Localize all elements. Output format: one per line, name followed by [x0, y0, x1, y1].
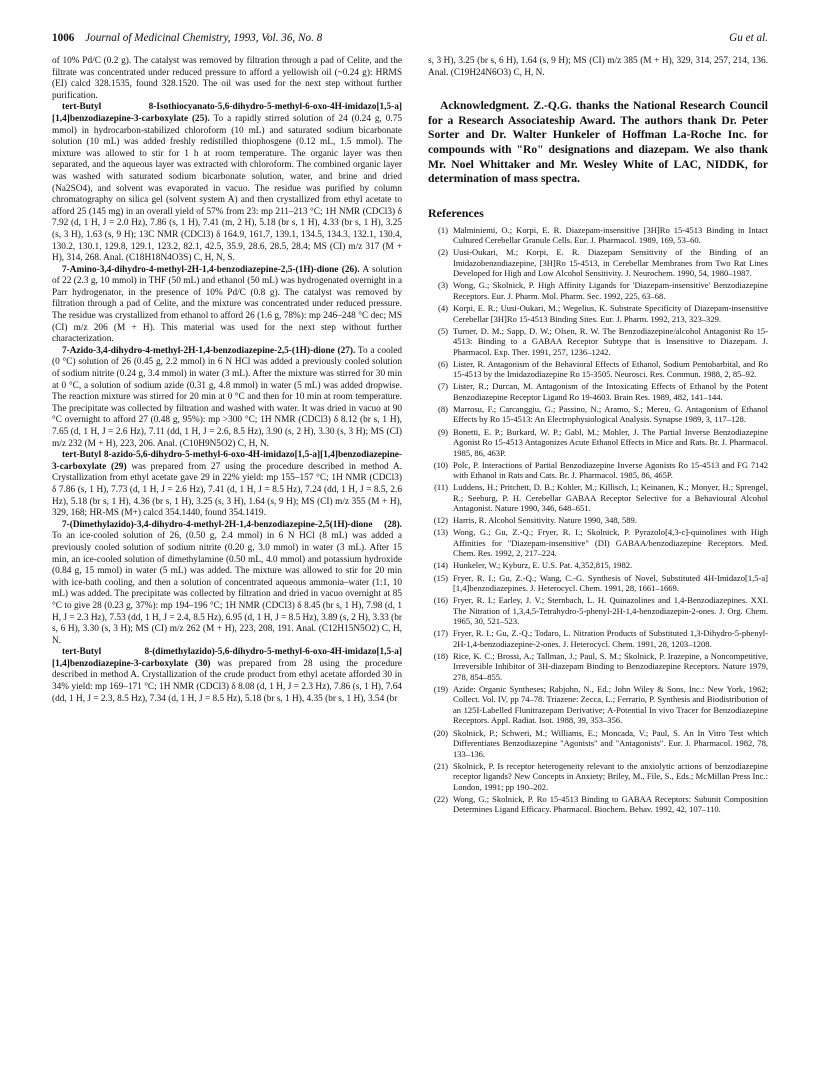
reference-number: (10): [433, 459, 448, 470]
reference-text: Skolnick, P. Is receptor heterogeneity relevant to the anxiolytic actions of benzodiazepine receptor ligands? New Concepts in Anxiety; Briley, M., File, S., Eds.; McMillan Press Inc.: London, 1991; pp 190–202.: [453, 760, 768, 792]
reference-item: [428, 460, 768, 481]
reference-item: [428, 303, 768, 324]
running-authors: Gu et al.: [729, 32, 768, 44]
reference-item: [428, 482, 768, 514]
reference-number: (3): [438, 280, 448, 291]
reference-item: [428, 359, 768, 380]
reference-number: (21): [433, 760, 448, 771]
reference-text: Luddens, H.; Pritchett, D. B.; Kohler, M.; Killisch, I.; Keinanen, K.; Monyer, H.; Sprengel, R.; Seeburg, P. H. Cerebellar GABAA Receptor Selective for a Behavioural Alcohol Antagonist. Nature 1990, 346, 648–651.: [453, 482, 768, 514]
reference-number: (5): [438, 325, 448, 336]
reference-item: [428, 515, 768, 526]
reference-item: [428, 247, 768, 279]
reference-text: Fryer, R. I.; Gu, Z.-Q.; Todaro, L. Nitration Products of Substituted 1,3-Dihydro-5-phenyl-2H-1,4-benzodiazepine-2-ones. J. Heterocycl. Chem. 1991, 28, 1203–1208.: [453, 628, 768, 649]
reference-number: (11): [434, 482, 448, 493]
page-number: 1006: [52, 32, 75, 44]
procedure-text: To a rapidly stirred solution of 24 (0.24 g, 0.75 mmol) in hydrocarbon-stabilized chloroform (10 mL) and saturated sodium bicarbonate solution (10 mL) was added freshly redistilled thiophosgene (0.12 mL, 1.5 mmol). The mixture was allowed to stir for 1 h at room temperature. The organic layer was then separated, and the aqueous layer was extracted with chloroform. The combined organic layer was washed with saturated sodium bicarbonate solution, water, and brine and dried (Na2SO4), and solvent was evaporated in vacuo. The residue was purified by column chromatography on silica gel (solvent system A) and then crystallized from ethyl acetate to afford 25 (145 mg) in an overall yield of 57% from 23: mp 211–213 °C; 1H NMR (CDCl3) δ 7.92 (d, 1 H, J = 2.0 Hz), 7.86 (s, 1 H), 7.41 (m, 2 H), 5.18 (br s, 1 H), 4.33 (br s, 1 H), 3.25 (s, 3 H), 1.63 (s, 9 H); 13C NMR (CDCl3) δ 164.9, 161.7, 139.1, 134.5, 134.3, 132.1, 130.4, 130.2, 130.1, 129.8, 129.1, 123.2, 82.1, 42.5, 35.9, 28.6, 28.5, 28.4; MS (CI) m/z 317 (M + H), 314, 268. Anal. (C18H18N4O3S) C, H, N, S.: [52, 113, 402, 264]
reference-item: [428, 651, 768, 683]
reference-text: Uusi-Oukari, M.; Korpi, E. R. Diazepam Sensitivity of the Binding of an Imidazobenzodiazepine, [3H]Ro 15-4513, in Cerebellar Membranes from Two Rat Lines Developed for High and Low Alcohol Sensitivity. J. Neurochem. 1990, 54, 1980–1987.: [453, 247, 768, 279]
reference-text: Turner, D. M.; Sapp, D. W.; Olsen, R. W. The Benzodiazepine/alcohol Antagonist Ro 15-4513: Binding to a GABAA Receptor Subtype that is Insensitive to Diazepam. J. Pharmacol. Exp. Ther. 1991, 257, 1236–1242.: [453, 325, 768, 357]
reference-text: Malminiemi, O.; Korpi, E. R. Diazepam-insensitive [3H]Ro 15-4513 Binding in Intact Cultured Cerebellar Granule Cells. Eur. J. Pharmacol. 1989, 169, 53–60.: [453, 224, 768, 246]
acknowledgment-text: Z.-Q.G. thanks the National Research Council for a Research Associateship Award. The authors thank Dr. Peter Sorter and Dr. Walter Hunkeler of Hoffman La-Roche Inc. for compounds with "Ro" designations and diazepam. We also thank Mr. Noel Whittaker and Mr. Wesley White of LAC, NIDDK, for determination of mass spectra.: [428, 99, 768, 186]
reference-item: [428, 225, 768, 246]
experimental-paragraph: [52, 520, 402, 648]
reference-number: (14): [433, 560, 448, 571]
compound-title: 7-Azido-3,4-dihydro-4-methyl-2H-1,4-benzodiazepine-2,5-(1H)-dione (27).: [62, 345, 356, 356]
compound-title: 7-(Dimethylazido)-3,4-dihydro-4-methyl-2H-1,4-benzodiazepine-2,5(1H)-dione (28).: [62, 519, 402, 530]
reference-text: Wong, G.; Skolnick, P. Ro 15-4513 Binding to GABAA Receptors: Subunit Composition Determines Ligand Efficacy. Pharmacol. Biochem. Behav. 1992, 42, 107–110.: [453, 793, 768, 815]
reference-number: (8): [438, 403, 448, 414]
reference-text: Skolnick, P.; Schweri, M.; Williams, E.; Moncada, V.; Paul, S. An In Vitro Test which Differentiates Benzodiazepine "Agonists" and "Antagonists". Eur. J. Pharmacol. 1982, 78, 133–136.: [453, 727, 768, 759]
reference-item: [428, 527, 768, 559]
reference-item: [428, 404, 768, 425]
reference-text: Harris, R. Alcohol Sensitivity. Nature 1990, 348, 589.: [453, 515, 637, 526]
reference-text: Bonetti, E. P.; Burkard, W. P.; Gabl, M.; Mohler, J. The Partial Inverse Benzodiazepine Agonist Ro 15-4513 Antagonizes Acute Ethanol Effects in Mice and Rats. Br. J. Pharmacol. 1985, 86, 463P.: [453, 426, 768, 458]
reference-item: [428, 684, 768, 726]
reference-text: Hunkeler, W.; Kyburz, E. U.S. Pat. 4,352,815, 1982.: [453, 560, 633, 571]
references-heading: References: [428, 205, 484, 220]
reference-text: Lister, R. Antagonism of the Behavioral Effects of Ethanol, Sodium Pentobarbital, and Ro 15-4513 by the Imidazodiazepine Ro 15-3505. Neurosci. Res. Commun. 1988, 2, 85–92.: [453, 358, 768, 380]
reference-item: [428, 560, 768, 571]
reference-text: Polc, P. Interactions of Partial Benzodiazepine Inverse Agonists Ro 15-4513 and FG 7142 with Ethanol in Rats and Cats. Br. J. Pharmacol. 1985, 86, 465P.: [453, 459, 768, 481]
reference-list: [428, 225, 768, 815]
reference-number: (15): [433, 572, 448, 583]
procedure-text: To an ice-cooled solution of 26, (0.50 g, 2.4 mmol) in 6 N HCl (8 mL) was added a previously cooled solution of sodium nitrite (0.20 g, 3.0 mmol) in water (3 mL). After 15 min, an ice-cooled solution of dimethylamine (0.50 mL, 4.0 mmol) and potassium hydroxide (0.84 g, 15 mmol) in water (5 mL) was added. The mixture was allowed to stir for 20 min with ice-bath cooling, and then a solution of concentrated aqueous ammonia–water (1:1, 10 mL) was added. The precipitate was collected by filtration and dried in vacuo overnight at 85 °C to give 28 (0.23 g, 37%): mp 194–196 °C; 1H NMR (CDCl3) δ 8.45 (br s, 1 H), 7.98 (d, 1 H, J = 2.3 Hz), 7.53 (dd, 1 H, J = 2.4, 8.5 Hz), 6.95 (d, 1 H, J = 8.5 Hz), 3.89 (s, 2 H), 3.33 (br s, 6 H), 3.30 (s, 3 H); MS (CI) m/z 262 (M + H), 223, 208, 191. Anal. (C12H15N5O2) C, H, N.: [52, 531, 402, 646]
reference-number: (18): [433, 650, 448, 661]
reference-number: (16): [433, 595, 448, 606]
reference-number: (13): [433, 527, 448, 538]
reference-text: Marrosu, F.; Carcanggiu, G.; Passino, N.; Aramo, S.; Mereu, G. Antagonism of Ethanol Effects by Ro 15-4513: An Electrophysiological Analysis. Synapse 1989, 3, 117–128.: [453, 403, 768, 425]
compound-title: tert-Butyl 8-azido-5,6-dihydro-5-methyl-6-oxo-4H-imidazo[1,5-a][1,4]benzodiazepine-3-carboxylate (29): [52, 450, 402, 472]
experimental-paragraph: [52, 102, 402, 264]
reference-item: [428, 573, 768, 594]
reference-item: [428, 628, 768, 649]
compound-title: 7-Amino-3,4-dihydro-4-methyl-2H-1,4-benzodiazepine-2,5-(1H)-dione (26).: [62, 264, 360, 275]
reference-item: [428, 595, 768, 627]
acknowledgment: [428, 99, 768, 187]
reference-number: (22): [433, 793, 448, 804]
reference-number: (1): [438, 224, 448, 235]
reference-text: Korpi, E. R.; Uusi-Oukari, M.; Wegelius, K. Substrate Specificity of Diazepam-insensitive Cerebellar [3H]Ro 15-4513 Binding Sites. Eur. J. Pharm. 1992, 213, 323–329.: [453, 303, 768, 324]
reference-text: Lister, R.; Durcan, M. Antagonism of the Intoxicating Effects of Ethanol by the Potent Benzodiazepine Receptor Ligand Ro 19-4603. Brain Res. 1989, 482, 141–144.: [453, 381, 768, 402]
experimental-paragraph: [52, 346, 402, 450]
reference-number: (6): [438, 358, 448, 369]
reference-item: [428, 761, 768, 793]
reference-number: (2): [438, 247, 448, 258]
journal-citation: Journal of Medicinal Chemistry, 1993, Vol. 36, No. 8: [85, 32, 323, 44]
reference-item: [428, 381, 768, 402]
procedure-text: To a cooled (0 °C) solution of 26 (0.45 g, 2.2 mmol) in 6 N HCl was added a previously cooled solution of sodium nitrite (0.24 g, 3.4 mmol) in water (3 mL). After the mixture was stirred for 30 min at 0 °C, a solution of sodium azide (0.31 g, 4.8 mmol) in water (5 mL) was added dropwise. The reaction mixture was stirred for 20 min at 0 °C and then for 10 min at room temperature. The precipitate was collected by filtration and washed with water. It was dried in vacuo at 90 °C overnight to afford 27 (0.48 g, 95%): mp >300 °C; 1H NMR (CDCl3) δ 8.12 (br s, 1 H), 7.65 (d, 1 H, J = 2.6 Hz), 7.11 (dd, 1 H, J = 2.6, 8.5 Hz), 3.90 (s, 2 H), 3.30 (s, 3 H); MS (CI) m/z 232 (M + H), 223, 206. Anal. (C10H9N5O2) C, H, N.: [52, 345, 402, 449]
reference-item: [428, 280, 768, 301]
reference-number: (17): [433, 628, 448, 639]
reference-text: Azide: Organic Syntheses; Rabjohn, N., Ed.; John Wiley & Sons, Inc.: New York, 1962; Collect. Vol. IV, pp 74–78. Triazene: Zecca, L.; Ferrario, P. Synthesis and Biodistribution of an 125I-Labelled Flunitrazepam Derivative; A-Potential In vivo Tracer for Benzodiazepine Receptors. Appl. Radiat. Isot. 1988, 39, 353–356.: [453, 683, 768, 726]
procedure-text: was prepared from 27 using the procedure described in method A. Crystallization from ethyl acetate gave 29 in 22% yield: mp 155–157 °C; 1H NMR (CDCl3) δ 7.86 (s, 1 H), 7.73 (d, 1 H, J = 2.6 Hz), 7.41 (d, 1 H, J = 8.5 Hz), 7.24 (dd, 1 H, J = 8.5, 2.6 Hz), 5.18 (br s, 1 H), 4.36 (br s, 1 H), 3.25 (s, 3 H), 1.64 (s, 9 H); MS (CI) m/z 355 (M + H), 329, 168; HR-MS (M+) calcd 354.1440, found 354.1419.: [52, 461, 403, 519]
reference-number: (9): [438, 426, 448, 437]
reference-text: Fryer, R. I.; Earley, J. V.; Sternbach, L. H. Quinazolines and 1,4-Benzodiazepines. XXI. The Nitration of 1,3,4,5-Tetrahydro-5-phenyl-2H-1,4-benzodiazepin-2-ones. J. Org. Chem. 1965, 30, 521–523.: [453, 595, 768, 627]
reference-item: [428, 427, 768, 459]
experimental-paragraph: [52, 265, 402, 346]
running-header: [52, 30, 768, 46]
reference-number: (12): [433, 515, 448, 526]
reference-text: Rice, K. C.; Brossi, A.; Tallman, J.; Paul, S. M.; Skolnick, P. Irazepine, a Noncompetitive, Irreversible Inhibitor of 3H-diazepam Binding to Benzodiazepine Receptors. Nature 1979, 278, 854–855.: [453, 650, 768, 682]
reference-number: (19): [433, 683, 448, 694]
reference-number: (7): [438, 381, 448, 392]
reference-text: Wong, G.; Gu, Z.-Q.; Fryer, R. I.; Skolnick, P. Pyrazolo[4,3-c]-quinolines with High Affinities for "Diazepam-insensitive" (DI) GABAA/benzodiazepine Receptors. Med. Chem. Res. 1992, 2, 217–224.: [453, 527, 768, 559]
paragraph-continued: s, 3 H), 3.25 (br s, 6 H), 1.64 (s, 9 H); MS (CI) m/z 385 (M + H), 329, 314, 257, 214, 136. Anal. (C19H24N6O3) C, H, N.: [428, 56, 768, 78]
paragraph-continued: of 10% Pd/C (0.2 g). The catalyst was removed by filtration through a pad of Celite, and the filtrate was concentrated under reduced pressure to afford a yellowish oil (~0.24 g): HRMS (EI) calcd 328.1535, found 328.1520. The oil was used for the next step without further purification.: [52, 56, 402, 101]
experimental-paragraph: [52, 647, 402, 705]
procedure-text: was prepared from 28 using the procedure described in method A. Crystallization of the crude product from ethyl acetate afforded 30 in 34% yield: mp 169–171 °C; 1H NMR (CDCl3) δ 8.08 (d, 1 H, J = 2.3 Hz), 7.86 (s, 1 H), 7.64 (dd, 1 H, J = 2.3, 8.5 Hz), 7.34 (d, 1 H, J = 8.5 Hz), 5.18 (br s, 1 H), 4.35 (br s, 1 H), 3.54 (br: [52, 658, 402, 704]
reference-item: [428, 728, 768, 760]
reference-number: (20): [433, 727, 448, 738]
left-column: [52, 56, 402, 705]
reference-text: Fryer, R. I.; Gu, Z.-Q.; Wang, C.-G. Synthesis of Novel, Substituted 4H-Imidazo[1,5-a][1,4]benzodiazepines. J. Heterocycl. Chem. 1991, 28, 1661–1669.: [453, 572, 768, 594]
acknowledgment-heading: Acknowledgment.: [440, 99, 530, 113]
compound-title: tert-Butyl 8-Isothiocyanato-5,6-dihydro-5-methyl-6-oxo-4H-imidazo[1,5-a][1,4]benzodiazepine-3-carboxylate (25).: [52, 102, 402, 124]
compound-title: tert-Butyl 8-(dimethylazido)-5,6-dihydro-5-methyl-6-oxo-4H-imidazo[1,5-a][1,4]benzodiazepine-3-carboxylate (30): [52, 647, 402, 669]
reference-item: [428, 326, 768, 358]
right-column: [428, 56, 768, 816]
reference-item: [428, 794, 768, 815]
experimental-paragraph: [52, 450, 402, 520]
reference-number: (4): [438, 303, 448, 314]
reference-text: Wong, G.; Skolnick, P. High Affinity Ligands for 'Diazepam-insensitive' Benzodiazepine Receptors. Eur. J. Pharm. Mol. Pharm. Sec. 1992, 225, 63–68.: [453, 280, 768, 301]
procedure-text: A solution of 22 (2.3 g, 10 mmol) in THF (50 mL) and ethanol (50 mL) was hydrogenated overnight in a Parr hydrogenator, in the presence of 10% Pd/C (0.8 g). The catalyst was removed by filtration through a pad of Celite, and the mixture was concentrated under reduced pressure. The residue was crystallized from ethanol to afford 26 (1.6 g, 78%): mp 246–248 °C dec; MS (CI) m/z 206 (M + H). This material was used for the next step without further characterization.: [52, 264, 403, 345]
